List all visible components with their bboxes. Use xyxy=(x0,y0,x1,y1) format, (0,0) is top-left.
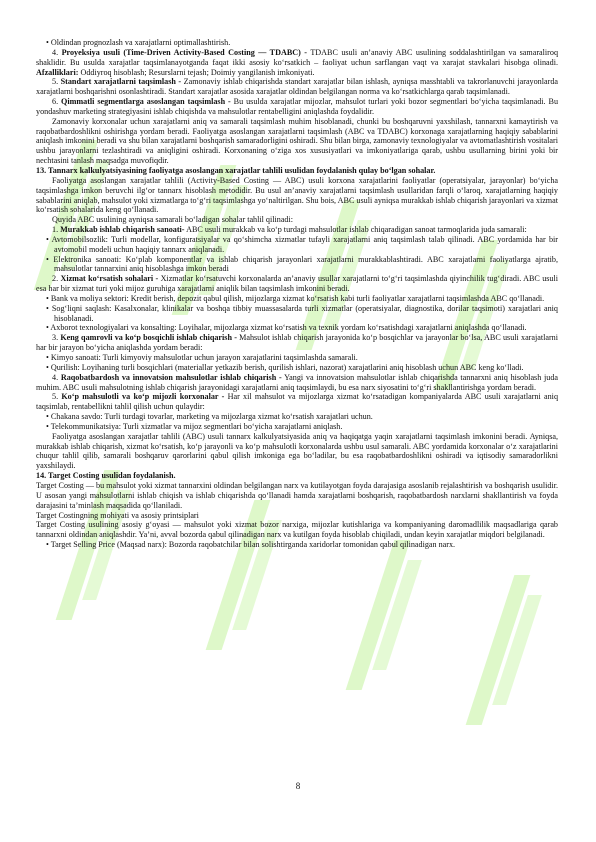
text-run: Zamonaviy ishlab chiqarishda standart xarajatlar bilan ishlash, ayniqsa masshtabli va takrorlanuvchi jarayonlarda xarajatlarni boshqarishni osonlashtiradi. Standart xarajatlar asosida xarajatlar oldindan belgilangan norma va ko‘rsatkichlarga qarab taqsimlanadi. xyxy=(36,77,558,97)
bold-run: Keng qamrovli va ko‘p bosqichli ishlab chiqarish - xyxy=(60,333,237,343)
text-run: 4. xyxy=(52,47,62,57)
paragraph: 13. Tannarx kalkulyatsiyasining faoliyatga asoslangan xarajatlar tahlili usulidan foydalanish qulay bo‘lgan sohalar. xyxy=(36,165,436,175)
paragraph: 14. Target Costing usulidan foydalanish. xyxy=(36,471,176,481)
paragraph: Faoliyatga asoslangan xarajatlar tahlili (ABC) usuli tannarx kalkulyatsiyasida aniq va haqiqatga yaqin xarajatlarni taqsimlash imkonini beradi. Ayniqsa, murakkab ishlab chiqarish, xizmat ko‘rsatish, ko‘p jarayonli va ko‘p mahsulotli korxonalarda ushbu usul samarali. ABC yordamida korxonalar o‘z xarajatlarini chuqur tahlil qilib, samarali boshqaruv qarorlarini qabul qilish imkoniga ega bo‘ladilar, bu esa raqobatbardoshlikni oshiradi va iqtisodiy samaradorlikni yaxshilaydi. xyxy=(36,431,558,471)
document-body xyxy=(36,38,558,550)
text-run: Xizmatlar ko‘rsatuvchi korxonalarda an’anaviy usullar xarajatlarni to‘g‘ri taqsimlashda qiyinchilik tug‘diradi. ABC usuli esa har bir xizmat turi yoki mijoz guruhiga xarajatlarni aniqlik bilan taqsimlash imkonini beradi. xyxy=(36,274,558,294)
paragraph xyxy=(36,48,558,78)
bold-run: Standart xarajatlarni taqsimlash - xyxy=(60,77,182,87)
bold-run: Ko‘p mahsulotli va ko‘p mijozli korxonalar - xyxy=(61,392,225,402)
paragraph: • Axborot texnologiyalari va konsalting: Loyihalar, mijozlarga xizmat ko‘rsatish va texnik yordam ko‘rsatishdagi xarajatlarni aniqlashda qo‘llanadi. xyxy=(46,323,527,333)
text-run: Oddiyroq hisoblash; Resurslarni tejash; Doimiy yangilanish imkoniyati. xyxy=(78,67,315,77)
paragraph: Zamonaviy korxonalar uchun xarajatlarni aniq va samarali taqsimlash muhim hisoblanadi, chunki bu boshqaruvni yaxshilash, tannarxni kamaytirish va raqobatbardoshlikni oshirishga yordam beradi. Faoliyatga asoslangan xarajatlarni taqsimlash (ABC va TDABC) korxonaga xarajatlarning haqiqiy sabablarini aniqlash imkonini beradi va shu bilan xarajatlarni boshqarish samaradorligini oshiradi. Shu bilan birga, zamonaviy texnologiyalar va avtomatlashtirish vositalari ushbu jarayonlarni tezlashtiradi va aniqligini oshiradi. Korxonaning o‘ziga xos xususiyatlari va imkoniyatlariga qarab, ushbu usullarning birini yoki bir nechtasini tanlash maqsadga muvofiqdir. xyxy=(36,116,558,166)
paragraph: • Chakana savdo: Turli turdagi tovarlar, marketing va mijozlarga xizmat ko‘rsatish xarajatlari uchun. xyxy=(46,412,373,422)
paragraph: • Oldindan prognozlash va xarajatlarni optimallashtirish. xyxy=(46,38,231,47)
text-run: 1. xyxy=(52,225,61,235)
paragraph xyxy=(36,77,558,97)
paragraph: Target Costing usulining asosiy g‘oyasi — mahsulot yoki xizmat bozor narxiga, mijozlar kutishlariga va kompaniyaning daromadlilik maqsadlariga qarab tannarxni oldindan aniqlashdir. Ya’ni, avval bozorda qabul qilinadigan narx va kutilgan foyda hisoblab chiqiladi, undan keyin xarajatlar miqdori belgilanadi. xyxy=(36,520,558,540)
text-run: 5. xyxy=(52,392,62,402)
watermark-stroke xyxy=(490,575,536,725)
text-run: Mahsulot ishlab chiqarish jarayonida ko‘p bosqichlar va jarayonlar bo‘lsa, ABC usuli xarajatlarni har bir jarayon bo‘yicha aniqlashda yordam beradi: xyxy=(36,333,559,353)
bold-run: Murakkab ishlab chiqarish sanoati- xyxy=(60,225,185,235)
paragraph xyxy=(36,225,558,235)
text-run: ABC usuli murakkab va ko‘p turdagi mahsulotlar ishlab chiqaradigan sanoat tarmoqlarida juda samarali: xyxy=(184,225,527,235)
paragraph xyxy=(36,373,558,393)
text-run: 6. xyxy=(52,97,62,107)
paragraph: • Bank va moliya sektori: Kredit berish, depozit qabul qilish, mijozlarga xizmat ko‘rsatish kabi turli faoliyatlar xarajatlarni taqsimlashda ABC qo‘llanadi. xyxy=(46,293,545,303)
paragraph: • Sog‘liqni saqlash: Kasalxonalar, klinikalar va boshqa tibbiy muassasalarda turli xizmatlar (operatsiyalar, diagnostika, dorilar taqsimoti) xarajatlari aniq hisoblanadi. xyxy=(46,303,558,323)
paragraph: • Avtomobilsozlik: Turli modellar, konfiguratsiyalar va qo‘shimcha xizmatlar tufayli xarajatlarni aniq taqsimlash talab qilinadi. ABC yordamida har bir avtomobil modeli uchun haqiqiy tannarx aniqlanadi. xyxy=(46,234,558,254)
text-run: 3. xyxy=(52,333,61,343)
paragraph: Target Costing — bu mahsulot yoki xizmat tannarxini oldindan belgilangan narx va kutilayotgan foyda darajasiga asoslanib rejalashtirish va boshqarish usulidir. U asosan yangi mahsulotlarni ishlab chiqish va ishlab chiqarishda qo‘llanadi hamda xarajatlarni boshqarish, raqobatbardosh narxlarni shakllantirish va foyda darajasini ta’minlash maqsadida qo‘llaniladi. xyxy=(36,480,558,510)
paragraph: Quyida ABC usulining ayniqsa samarali bo‘ladigan sohalar tahlil qilinadi: xyxy=(52,215,293,225)
paragraph xyxy=(36,274,558,294)
text-run: Bu usulda xarajatlar mijozlar, mahsulot turlari yoki bozor segmentlari bo‘yicha taqsimlanadi. Bu yondashuv marketing strategiyasini ishlab chiqishda va mahsulotlar rentabelligini aniqlashda foydalidir. xyxy=(36,97,559,116)
text-run: 5. xyxy=(52,77,61,87)
text-run: TDABC usuli an’anaviy ABC usulining soddalashtirilgan va samaraliroq shaklidir. Bu usulda xarajatlar taqsimlanayotganda faqat ikki asosiy ko‘rsatkich – faoliyat uchun sarflangan vaqt va xarajat stavkalari hisobga olinadi. xyxy=(36,47,559,67)
text-run: Yangi va innovatsion mahsulotlar ishlab chiqarishda tannarxni aniq hisoblash juda muhim. ABC usuli mahsulotning ishlab chiqarish jarayonidagi xarajatlarni aniq taqsimlaydi, bu esa narx siyosatini to‘g‘ri shakllantirishga yordam beradi. xyxy=(36,372,559,392)
paragraph: • Telekommunikatsiya: Turli xizmatlar va mijoz segmentlari bo‘yicha xarajatlarni aniqlash. xyxy=(46,421,343,431)
bold-run: Xizmat ko‘rsatish sohalari - xyxy=(60,274,159,284)
page-number: 8 xyxy=(295,781,301,791)
paragraph: • Kimyo sanoati: Turli kimyoviy mahsulotlar uchun jarayon xarajatlarini taqsimlashda samarali. xyxy=(46,353,358,362)
text-run: 4. xyxy=(52,372,61,382)
text-run: 2. xyxy=(52,274,61,284)
paragraph: • Qurilish: Loyihaning turli bosqichlari (materiallar yetkazib berish, qurilish ishlari, nazorat) xarajatlarini aniq hisoblash uchun ABC keng ko‘lladi. xyxy=(46,362,524,372)
bold-run: Qimmatli segmentlarga asoslangan taqsimlash - xyxy=(61,97,231,107)
paragraph: • Target Selling Price (Maqsad narx): Bozorda raqobatchilar bilan solishtirganda xaridorlar tomonidan qabul qilinadigan narx. xyxy=(46,540,456,550)
bold-run: Afzalliklari: xyxy=(36,67,79,77)
paragraph xyxy=(36,392,558,412)
paragraph xyxy=(36,97,558,117)
bold-run: Raqobatbardosh va innovatsion mahsulotlar ishlab chiqarish - xyxy=(60,372,282,382)
watermark-stroke xyxy=(370,540,416,690)
paragraph: • Elektronika sanoati: Ko‘plab komponentlar va ishlab chiqarish jarayonlari xarajatlarni murakkablashtiradi. ABC xarajatlarni faoliyatlarga ajratib, mahsulotlar tannarxini aniq hisoblashga imkon beradi xyxy=(46,254,558,274)
paragraph: Target Costingning mohiyati va asosiy printsiplari xyxy=(36,510,199,520)
paragraph xyxy=(36,333,558,353)
bold-run: Proyeksiya usuli (Time-Driven Activity-Based Costing — TDABC) - xyxy=(61,47,308,57)
text-run: Har xil mahsulot va mijozlarga xizmat ko‘rsatadigan kompaniyalarda ABC usuli xarajatlarni aniq taqsimlab, rentabellikni tahlil qilish uchun qulaydir: xyxy=(36,392,559,412)
paragraph: Faoliyatga asoslangan xarajatlar tahlili (Activity-Based Costing — ABC) usuli korxona xarajatlarini faoliyatlar (operatsiyalar, jarayonlar) bo‘yicha taqsimlashga imkon beruvchi ilg‘or tannarx hisoblash metodidir. Bu usul an’anaviy xarajatlarni taqsimlash usullaridan farqli o‘laroq, xarajatlarning haqiqiy sabablarini aniqlab, mahsulot yoki xizmatlarga to‘g‘ri taqsimlashga yo‘naltirilgan. Shu bois, ABC usuli ayniqsa murakkab ishlab chiqarish jarayonlari va xizmat ko‘rsatish sohalarida keng qo‘llanadi. xyxy=(36,175,558,215)
